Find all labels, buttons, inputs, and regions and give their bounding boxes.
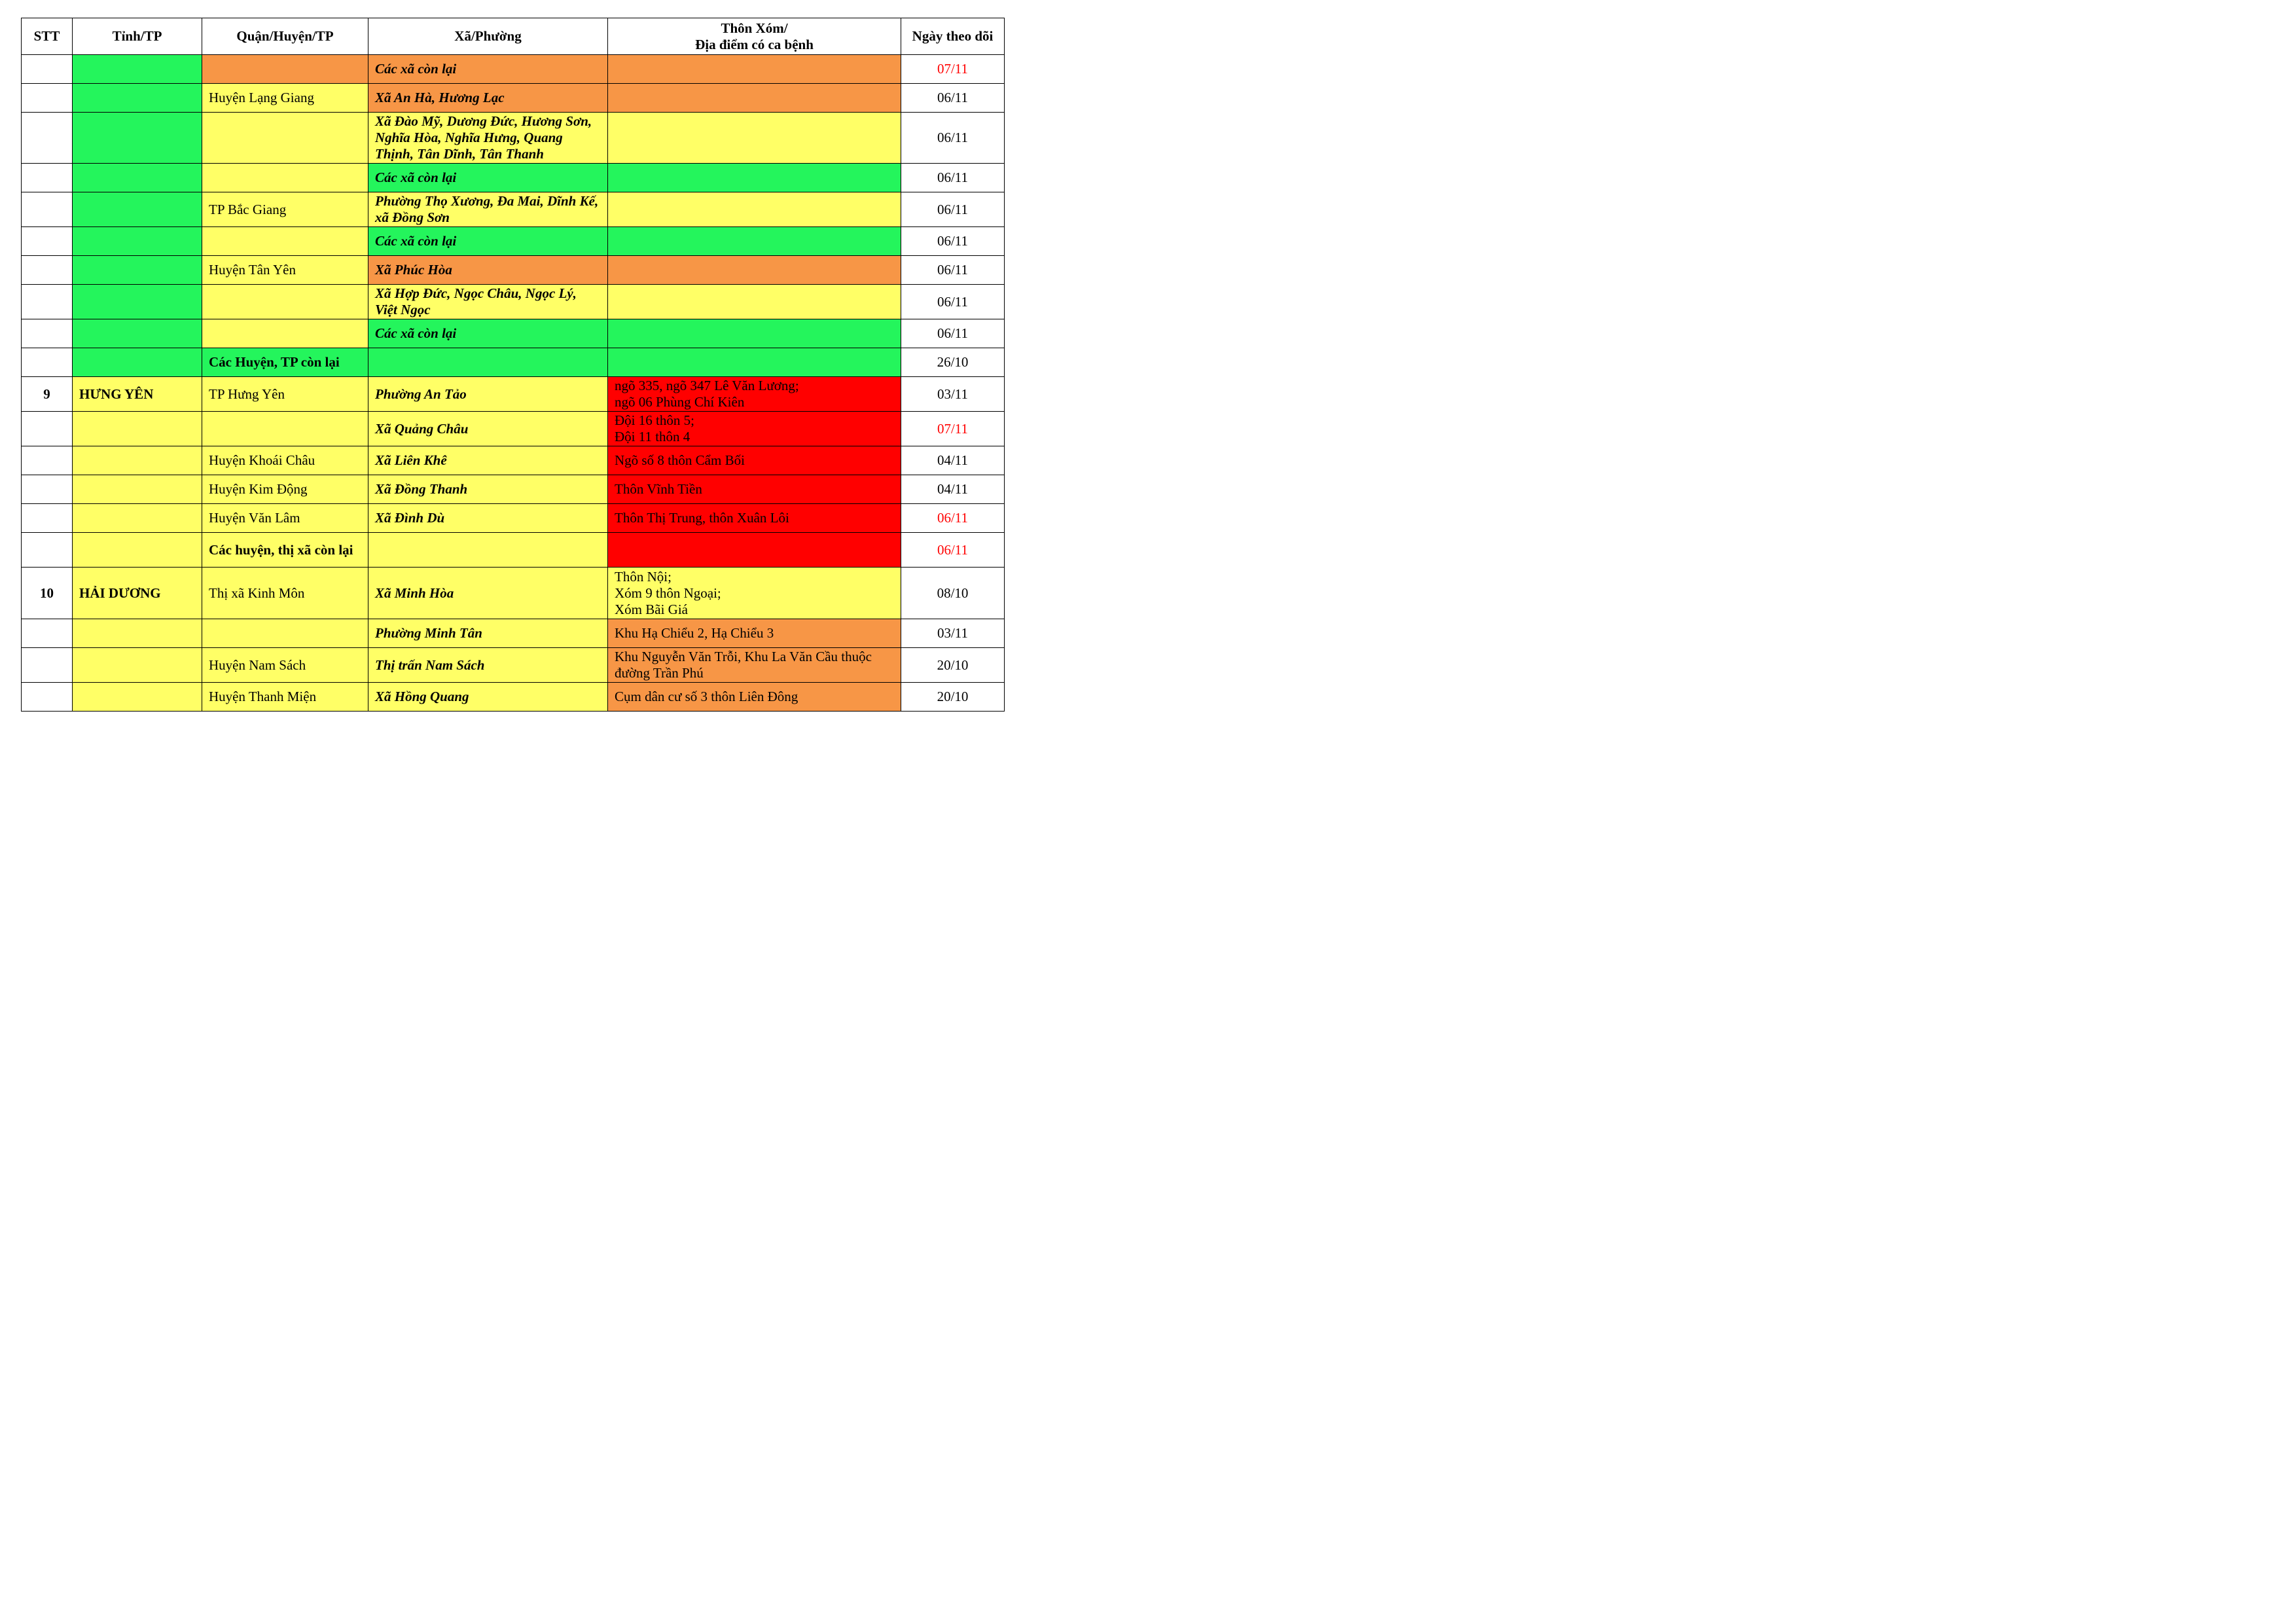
hamlet-cell: [608, 446, 901, 475]
stt-cell: [22, 285, 73, 319]
province-cell: [73, 285, 202, 319]
table-row: [22, 319, 1005, 348]
hamlet-line: Đội 11 thôn 4: [615, 429, 691, 444]
stt-cell: [22, 533, 73, 568]
district-cell: Huyện Kim Động: [202, 475, 368, 504]
table-row: [22, 475, 1005, 504]
table-row: [22, 446, 1005, 475]
hamlet-line: Khu Nguyễn Văn Trỗi, Khu La Văn Cầu thuộc đường Trần Phú: [615, 649, 872, 681]
hamlet-cell: [608, 55, 901, 84]
stt-cell: [22, 475, 73, 504]
stt-cell: [22, 648, 73, 683]
header-date: Ngày theo dõi: [901, 18, 1005, 55]
table-row: [22, 412, 1005, 446]
ward-cell: Các xã còn lại: [368, 55, 608, 84]
ward-cell: Các xã còn lại: [368, 227, 608, 256]
province-cell: [73, 256, 202, 285]
table-row: [22, 533, 1005, 568]
province-cell: [73, 319, 202, 348]
province-cell: [73, 683, 202, 712]
header-province: Tỉnh/TP: [73, 18, 202, 55]
date-cell: 06/11: [901, 84, 1005, 113]
province-cell: HẢI DƯƠNG: [73, 568, 202, 619]
district-cell: Các Huyện, TP còn lại: [202, 348, 368, 377]
table-row: [22, 164, 1005, 192]
stt-cell: [22, 55, 73, 84]
date-cell: 06/11: [901, 533, 1005, 568]
ward-cell: Xã Hồng Quang: [368, 683, 608, 712]
district-cell: Huyện Văn Lâm: [202, 504, 368, 533]
province-cell: HƯNG YÊN: [73, 377, 202, 412]
header-district: Quận/Huyện/TP: [202, 18, 368, 55]
hamlet-line: Xóm 9 thôn Ngoại;: [615, 585, 721, 601]
stt-cell: [22, 192, 73, 227]
ward-cell: Xã Liên Khê: [368, 446, 608, 475]
ward-cell: Phường Thọ Xương, Đa Mai, Dĩnh Kế, xã Đồng Sơn: [368, 192, 608, 227]
header-hamlet-line2: Địa điểm có ca bệnh: [695, 36, 814, 52]
date-cell: 20/10: [901, 683, 1005, 712]
date-cell: 08/10: [901, 568, 1005, 619]
stt-cell: [22, 446, 73, 475]
district-cell: Huyện Tân Yên: [202, 256, 368, 285]
stt-cell: 9: [22, 377, 73, 412]
table-row: [22, 348, 1005, 377]
hamlet-cell: [608, 192, 901, 227]
date-cell: 06/11: [901, 227, 1005, 256]
province-cell: [73, 84, 202, 113]
hamlet-cell: [608, 412, 901, 446]
district-cell: [202, 619, 368, 648]
district-cell: [202, 113, 368, 164]
hamlet-line: Khu Hạ Chiểu 2, Hạ Chiểu 3: [615, 625, 774, 641]
hamlet-line: Xóm Bãi Giá: [615, 601, 688, 617]
province-cell: [73, 164, 202, 192]
hamlet-cell: [608, 683, 901, 712]
header-stt: STT: [22, 18, 73, 55]
district-cell: [202, 227, 368, 256]
ward-cell: Phường An Tảo: [368, 377, 608, 412]
outbreak-table: [21, 18, 1005, 712]
ward-cell: Xã Quảng Châu: [368, 412, 608, 446]
hamlet-line: Thôn Nội;: [615, 568, 672, 585]
district-cell: Huyện Khoái Châu: [202, 446, 368, 475]
table-row: [22, 568, 1005, 619]
district-cell: Huyện Lạng Giang: [202, 84, 368, 113]
province-cell: [73, 412, 202, 446]
hamlet-line: Thôn Vĩnh Tiền: [615, 481, 702, 497]
hamlet-cell: [608, 227, 901, 256]
stt-cell: 10: [22, 568, 73, 619]
ward-cell: Các xã còn lại: [368, 164, 608, 192]
hamlet-cell: [608, 348, 901, 377]
hamlet-line: Cụm dân cư số 3 thôn Liên Đông: [615, 689, 798, 704]
province-cell: [73, 55, 202, 84]
header-hamlet: [608, 18, 901, 55]
province-cell: [73, 619, 202, 648]
ward-cell: Xã Đào Mỹ, Dương Đức, Hương Sơn, Nghĩa Hòa, Nghĩa Hưng, Quang Thịnh, Tân Dĩnh, Tân Thanh: [368, 113, 608, 164]
date-cell: 20/10: [901, 648, 1005, 683]
ward-cell: Xã Đồng Thanh: [368, 475, 608, 504]
hamlet-cell: [608, 568, 901, 619]
hamlet-line: Thôn Thị Trung, thôn Xuân Lôi: [615, 510, 789, 526]
ward-cell: [368, 533, 608, 568]
province-cell: [73, 446, 202, 475]
ward-cell: Xã Phúc Hòa: [368, 256, 608, 285]
stt-cell: [22, 619, 73, 648]
header-ward: Xã/Phường: [368, 18, 608, 55]
district-cell: Huyện Nam Sách: [202, 648, 368, 683]
table-row: [22, 227, 1005, 256]
ward-cell: Xã Minh Hòa: [368, 568, 608, 619]
stt-cell: [22, 256, 73, 285]
date-cell: 06/11: [901, 256, 1005, 285]
table-row: [22, 619, 1005, 648]
province-cell: [73, 533, 202, 568]
date-cell: 06/11: [901, 504, 1005, 533]
province-cell: [73, 192, 202, 227]
hamlet-line: ngõ 335, ngõ 347 Lê Văn Lương;: [615, 378, 799, 393]
ward-cell: Các xã còn lại: [368, 319, 608, 348]
ward-cell: Xã Hợp Đức, Ngọc Châu, Ngọc Lý, Việt Ngọc: [368, 285, 608, 319]
hamlet-line: Đội 16 thôn 5;: [615, 412, 694, 428]
header-hamlet-line1: Thôn Xóm/: [721, 20, 788, 36]
hamlet-cell: [608, 256, 901, 285]
province-cell: [73, 475, 202, 504]
date-cell: 07/11: [901, 412, 1005, 446]
district-cell: Các huyện, thị xã còn lại: [202, 533, 368, 568]
ward-cell: Xã Đình Dù: [368, 504, 608, 533]
date-cell: 07/11: [901, 55, 1005, 84]
stt-cell: [22, 412, 73, 446]
hamlet-cell: [608, 648, 901, 683]
province-cell: [73, 648, 202, 683]
stt-cell: [22, 683, 73, 712]
hamlet-cell: [608, 504, 901, 533]
date-cell: 06/11: [901, 285, 1005, 319]
table-row: [22, 648, 1005, 683]
date-cell: 04/11: [901, 446, 1005, 475]
date-cell: 06/11: [901, 164, 1005, 192]
district-cell: Thị xã Kinh Môn: [202, 568, 368, 619]
hamlet-cell: [608, 285, 901, 319]
table-row: [22, 55, 1005, 84]
hamlet-cell: [608, 619, 901, 648]
date-cell: 04/11: [901, 475, 1005, 504]
date-cell: 26/10: [901, 348, 1005, 377]
province-cell: [73, 113, 202, 164]
date-cell: 03/11: [901, 619, 1005, 648]
table-row: [22, 377, 1005, 412]
hamlet-line: ngõ 06 Phùng Chí Kiên: [615, 394, 745, 410]
province-cell: [73, 348, 202, 377]
province-cell: [73, 504, 202, 533]
table-row: [22, 256, 1005, 285]
hamlet-cell: [608, 533, 901, 568]
stt-cell: [22, 319, 73, 348]
table-row: [22, 504, 1005, 533]
district-cell: [202, 319, 368, 348]
table-row: [22, 113, 1005, 164]
date-cell: 06/11: [901, 192, 1005, 227]
hamlet-cell: [608, 84, 901, 113]
province-cell: [73, 227, 202, 256]
hamlet-line: Ngõ số 8 thôn Cẩm Bối: [615, 452, 745, 468]
district-cell: TP Hưng Yên: [202, 377, 368, 412]
ward-cell: Xã An Hà, Hương Lạc: [368, 84, 608, 113]
hamlet-cell: [608, 319, 901, 348]
district-cell: [202, 412, 368, 446]
district-cell: [202, 164, 368, 192]
hamlet-cell: [608, 164, 901, 192]
stt-cell: [22, 227, 73, 256]
stt-cell: [22, 164, 73, 192]
district-cell: [202, 285, 368, 319]
district-cell: Huyện Thanh Miện: [202, 683, 368, 712]
stt-cell: [22, 504, 73, 533]
district-cell: TP Bắc Giang: [202, 192, 368, 227]
header-row: [22, 18, 1005, 55]
table-row: [22, 683, 1005, 712]
date-cell: 03/11: [901, 377, 1005, 412]
stt-cell: [22, 84, 73, 113]
ward-cell: Phường Minh Tân: [368, 619, 608, 648]
hamlet-cell: [608, 113, 901, 164]
date-cell: 06/11: [901, 319, 1005, 348]
stt-cell: [22, 348, 73, 377]
table-row: [22, 84, 1005, 113]
ward-cell: Thị trấn Nam Sách: [368, 648, 608, 683]
stt-cell: [22, 113, 73, 164]
hamlet-cell: [608, 377, 901, 412]
date-cell: 06/11: [901, 113, 1005, 164]
ward-cell: [368, 348, 608, 377]
hamlet-cell: [608, 475, 901, 504]
table-row: [22, 192, 1005, 227]
table-row: [22, 285, 1005, 319]
district-cell: [202, 55, 368, 84]
